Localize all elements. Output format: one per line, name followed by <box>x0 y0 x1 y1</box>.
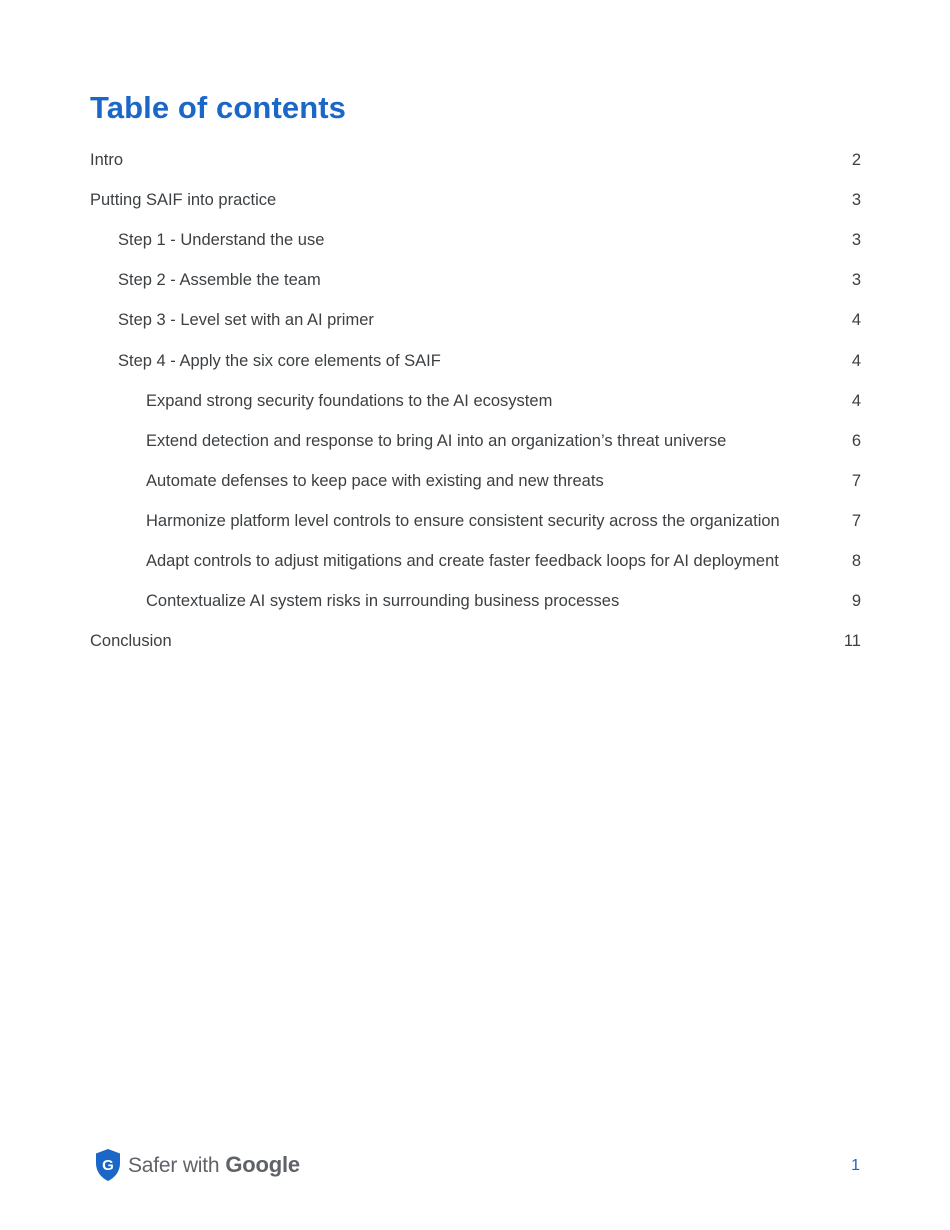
toc-entry-page: 3 <box>851 271 861 290</box>
toc-entry-step-2[interactable] <box>90 260 861 300</box>
brand-name: Google <box>225 1152 300 1177</box>
toc-entry-page: 2 <box>851 151 861 170</box>
toc-entry-expand-foundations[interactable] <box>90 381 861 421</box>
toc-entry-contextualize-risks[interactable] <box>90 581 861 621</box>
toc-entry-page: 4 <box>851 351 861 370</box>
toc-entry-adapt-controls[interactable] <box>90 541 861 581</box>
toc-entry-label: Step 2 - Assemble the team <box>118 271 321 290</box>
toc-entry-page: 6 <box>851 431 861 450</box>
toc-entry-page: 9 <box>851 592 861 611</box>
toc-entry-putting-saif-into-practice[interactable] <box>90 180 861 220</box>
toc-entry-label: Harmonize platform level controls to ensure consistent security across the organization <box>146 511 780 530</box>
toc-entry-step-1[interactable] <box>90 220 861 260</box>
toc-entry-extend-detection[interactable] <box>90 421 861 461</box>
toc-entry-label: Contextualize AI system risks in surrounding business processes <box>146 592 620 611</box>
toc-entry-label: Expand strong security foundations to the AI ecosystem <box>146 391 553 410</box>
toc-entry-label: Putting SAIF into practice <box>90 191 277 210</box>
toc-entry-label: Intro <box>90 151 124 170</box>
toc-entry-automate-defenses[interactable] <box>90 461 861 501</box>
toc-entry-label: Step 1 - Understand the use <box>118 231 325 250</box>
toc-entry-page: 4 <box>851 311 861 330</box>
page-title: Table of contents <box>90 90 347 125</box>
toc-entry-label: Automate defenses to keep pace with existing and new threats <box>146 471 604 490</box>
toc-entry-page: 11 <box>843 632 861 651</box>
toc-entry-label: Step 4 - Apply the six core elements of SAIF <box>118 351 441 370</box>
toc-entry-page: 4 <box>851 391 861 410</box>
toc-entry-page: 8 <box>851 551 861 570</box>
brand-wordmark <box>128 1152 300 1178</box>
toc-entry-harmonize-controls[interactable] <box>90 501 861 541</box>
table-of-contents <box>90 140 861 661</box>
toc-entry-label: Adapt controls to adjust mitigations and create faster feedback loops for AI deployment <box>146 551 779 570</box>
toc-entry-page: 3 <box>851 191 861 210</box>
toc-entry-conclusion[interactable] <box>90 621 861 661</box>
brand-prefix: Safer with <box>128 1154 220 1177</box>
page-number: 1 <box>851 1157 860 1174</box>
toc-entry-page: 7 <box>851 471 861 490</box>
toc-entry-page: 3 <box>851 231 861 250</box>
safer-with-google-logo <box>94 1147 300 1183</box>
toc-entry-label: Step 3 - Level set with an AI primer <box>118 311 374 330</box>
toc-entry-label: Extend detection and response to bring AI into an organization’s threat universe <box>146 431 727 450</box>
logo-letter: G <box>102 1157 114 1174</box>
google-shield-icon <box>94 1148 122 1182</box>
toc-entry-step-3[interactable] <box>90 300 861 340</box>
toc-entry-label: Conclusion <box>90 632 172 651</box>
toc-entry-intro[interactable] <box>90 140 861 180</box>
toc-entry-step-4[interactable] <box>90 340 861 380</box>
toc-entry-page: 7 <box>851 511 861 530</box>
